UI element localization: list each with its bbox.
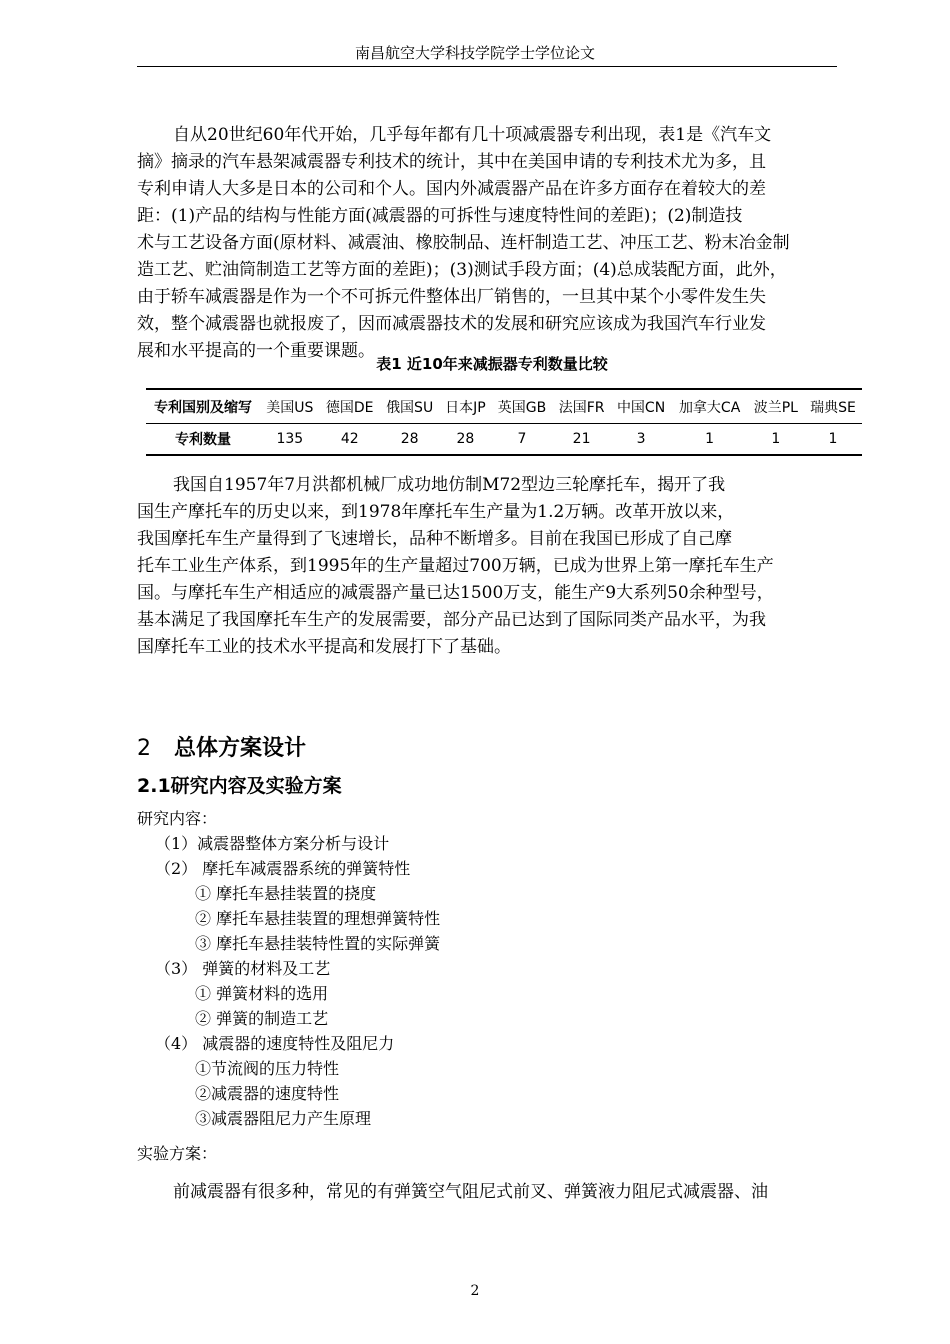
outline-subitem: ① 摩托车悬挂装置的挠度 [195,884,377,903]
text-line: 国。与摩托车生产相适应的减震器产量已达1500万支，能生产9大系列50余种型号， [137,583,774,603]
outline-subitem: ①节流阀的压力特性 [195,1059,340,1078]
outline-item: （2） 摩托车减震器系统的弹簧特性 [155,859,411,878]
page-header-title: 南昌航空大学科技学院学士学位论文 [354,44,595,62]
table-header-cell: 中国CN [611,389,672,424]
text-line: 专利申请人大多是日本的公司和个人。国内外减震器产品在许多方面存在着较大的差 [137,179,766,199]
table-header-cell: 瑞典SE [804,389,862,424]
header-rule [137,66,837,67]
text-line: 术与工艺设备方面(原材料、减震油、橡胶制品、连杆制造工艺、冲压工艺、粉末冶金制 [137,233,790,253]
outline-subitem: ② 摩托车悬挂装置的理想弹簧特性 [195,909,441,928]
text-line: 造工艺、贮油筒制造工艺等方面的差距)；(3)测试手段方面；(4)总成装配方面，此外， [137,260,787,280]
text-line: 展和水平提高的一个重要课题。 [137,341,375,361]
outline-subitem: ② 弹簧的制造工艺 [195,1009,329,1028]
experiment-text: 前减震器有很多种，常见的有弹簧空气阻尼式前叉、弹簧液力阻尼式减震器、油 [173,1182,768,1202]
table-header-cell: 美国US [260,389,320,424]
table-header-cell: 英国GB [491,389,552,424]
patent-table [146,388,862,456]
table-caption: 表1 近10年来减振器专利数量比较 [376,355,608,373]
motorcycle-paragraph [137,472,839,661]
text-line: 托车工业生产体系，到1995年的生产量超过700万辆，已成为世界上第一摩托车生产 [137,556,774,576]
table-header-cell: 俄国SU [380,389,440,424]
table-cell: 1 [804,424,862,456]
table-cell: 21 [553,424,611,456]
research-outline [137,831,440,1131]
table-cell: 3 [611,424,672,456]
subsection-heading: 2.1研究内容及实验方案 [137,775,342,797]
table-cell: 28 [380,424,440,456]
table-cell: 135 [260,424,320,456]
table-header-cell: 德国DE [320,389,380,424]
research-content-label: 研究内容： [137,809,218,828]
table-header-cell: 加拿大CA [672,389,748,424]
section-heading [137,731,306,762]
outline-item: （3） 弹簧的材料及工艺 [155,959,331,978]
table-header-row [146,389,862,424]
outline-item: （4） 减震器的速度特性及阻尼力 [155,1034,395,1053]
text-line: 效，整个减震器也就报废了，因而减震器技术的发展和研究应该成为我国汽车行业发 [137,314,766,334]
outline-subitem: ① 弹簧材料的选用 [195,984,329,1003]
text-line: 自从20世纪60年代开始，几乎每年都有几十项减震器专利出现，表1是《汽车文 [173,125,772,145]
table-header-cell: 法国FR [553,389,611,424]
text-line: 我国自1957年7月洪都机械厂成功地仿制M72型边三轮摩托车，揭开了我 [173,475,726,495]
table-cell: 1 [672,424,748,456]
outline-subitem: ③减震器阻尼力产生原理 [195,1109,372,1128]
table-cell: 7 [491,424,552,456]
section-number: 2 [137,736,151,761]
outline-item: （1）减震器整体方案分析与设计 [155,834,390,853]
table-cell: 42 [320,424,380,456]
table-header-label: 专利国别及缩写 [146,389,260,424]
page-number: 2 [470,1283,480,1299]
text-line: 国生产摩托车的历史以来，到1978年摩托车生产量为1.2万辆。改革开放以来， [137,502,735,522]
outline-subitem: ③ 摩托车悬挂装特性置的实际弹簧 [195,934,441,953]
table-row [146,424,862,456]
table-header-cell: 日本JP [439,389,491,424]
table-cell: 1 [748,424,804,456]
text-line: 我国摩托车生产量得到了飞速增长，品种不断增多。目前在我国已形成了自己摩 [137,529,732,549]
outline-subitem: ②减震器的速度特性 [195,1084,340,1103]
text-line: 基本满足了我国摩托车生产的发展需要，部分产品已达到了国际同类产品水平，为我 [137,610,766,630]
section-title: 总体方案设计 [174,736,307,761]
text-line: 摘》摘录的汽车悬架减震器专利技术的统计，其中在美国申请的专利技术尤为多，且 [137,152,766,172]
text-line: 由于轿车减震器是作为一个不可拆元件整体出厂销售的，一旦其中某个小零件发生失 [137,287,766,307]
table-header-cell: 波兰PL [748,389,804,424]
table-row-label: 专利数量 [146,424,260,456]
text-line: 距：(1)产品的结构与性能方面(减震器的可拆性与速度特性间的差距)；(2)制造技 [137,206,743,226]
table-cell: 28 [439,424,491,456]
text-line: 国摩托车工业的技术水平提高和发展打下了基础。 [137,637,511,657]
intro-paragraph [137,122,839,365]
experiment-plan-label: 实验方案： [137,1144,218,1163]
